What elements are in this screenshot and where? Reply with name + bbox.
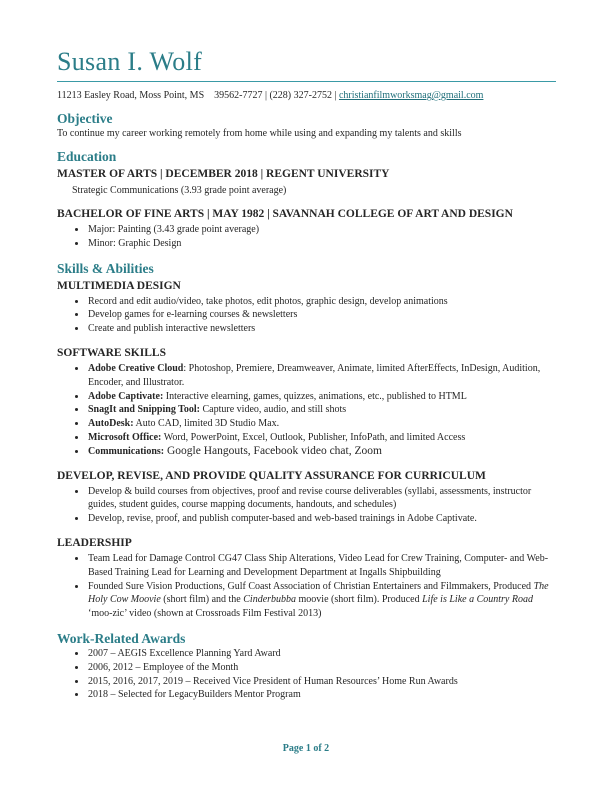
list-item: • Record and edit audio/video, take photos, edit photos, graphic design, develop animations [87, 295, 557, 309]
list-item: • Develop, revise, proof, and publish computer-based and web-based trainings in Adobe Captivate. [87, 512, 557, 526]
skill-text: Google Hangouts, Facebook video chat, Zoom [164, 444, 382, 457]
objective-text: To continue my career working remotely from home while using and expanding my talents and skills [57, 128, 462, 139]
film-title: Cinderbubba [243, 594, 297, 606]
skill-label: Adobe Creative Cloud [88, 362, 184, 374]
degree-title: MASTER OF ARTS | DECEMBER 2018 | REGENT UNIVERSITY [57, 168, 390, 180]
subsection-title: LEADERSHIP [57, 536, 132, 549]
awards-list [57, 647, 557, 702]
resume-page [57, 46, 557, 702]
list-item [87, 390, 557, 404]
subsection-title: MULTIMEDIA DESIGN [57, 279, 181, 292]
leadership-list [57, 552, 557, 621]
text-segment: moovie (short film). Produced [296, 594, 423, 606]
header-divider [57, 81, 556, 82]
curriculum-list [57, 485, 557, 526]
skill-label: Adobe Captivate: [88, 390, 164, 402]
skill-label: Communications: [88, 445, 165, 457]
skills-heading: Skills & Abilities [57, 260, 154, 276]
objective-heading: Objective [57, 111, 113, 126]
skill-label: SnagIt and Snipping Tool: [88, 404, 201, 416]
text-segment: (short film) and the [160, 594, 244, 606]
list-item: • Major: Painting (3.43 grade point average) [87, 223, 557, 237]
list-item: • Create and publish interactive newsletters [87, 322, 557, 336]
text-segment: ‘moo-zic’ video (shown at Crossroads Film Festival 2013) [88, 608, 322, 620]
degree-title: BACHELOR OF FINE ARTS | MAY 1982 | SAVANNAH COLLEGE OF ART AND DESIGN [57, 208, 513, 220]
skill-text: : Photoshop, Premiere, Dreamweaver, Animate, limited AfterEffects, InDesign, Audition, Encoder, and Illustrator. [88, 362, 541, 388]
contact-address: 11213 Easley Road, Moss Point, MS 39562-7727 | (228) 327-2752 | [57, 90, 339, 101]
list-item: • Team Lead for Damage Control CG47 Class Ship Alterations, Video Lead for Crew Training, Computer- and Web-Based Training Lead for Learning and Development Department at Ingalls Shipbuilding [87, 552, 557, 580]
page-number: Page 1 of 2 [282, 743, 330, 754]
degree-details-list [57, 223, 557, 251]
list-item: • Develop & build courses from objectives, proof and revise course deliverables (syllabi, assessments, instructor guides, student guides, course mapping documents, handouts, and schedules) [87, 485, 557, 513]
film-title: The Holy Cow Moovie [88, 580, 549, 606]
degree-detail: Strategic Communications (3.93 grade point average) [72, 185, 287, 196]
software-list [57, 362, 557, 459]
list-item [87, 362, 557, 390]
list-item [87, 431, 557, 445]
subsection-title: DEVELOP, REVISE, AND PROVIDE QUALITY ASSURANCE FOR CURRICULUM [57, 469, 486, 482]
education-heading: Education [57, 149, 117, 164]
subsection-title: SOFTWARE SKILLS [57, 346, 166, 359]
list-item: • 2006, 2012 – Employee of the Month [87, 661, 557, 675]
skill-text: Word, PowerPoint, Excel, Outlook, Publisher, InfoPath, and limited Access [161, 431, 466, 443]
list-item [87, 580, 557, 621]
list-item [87, 417, 557, 431]
text-segment: Founded Sure Vision Productions, Gulf Coast Association of Christian Entertainers and Filmmakers, Produced [88, 580, 534, 592]
list-item: • 2018 – Selected for LegacyBuilders Mentor Program [87, 688, 557, 702]
skill-text: Capture video, audio, and still shots [200, 404, 347, 416]
resume-name: Susan I. Wolf [57, 47, 203, 76]
skill-label: Microsoft Office: [88, 431, 162, 443]
skill-text: Interactive elearning, games, quizzes, animations, etc., published to HTML [163, 390, 467, 402]
contact-line [57, 89, 557, 103]
list-item: • Minor: Graphic Design [87, 237, 557, 251]
multimedia-list [57, 295, 557, 336]
list-item: • Develop games for e-learning courses & newsletters [87, 308, 557, 322]
skill-label: AutoDesk: [88, 418, 134, 430]
film-title: Life is Like a Country Road [422, 594, 533, 606]
list-item: • 2007 – AEGIS Excellence Planning Yard Award [87, 647, 557, 661]
skill-text: Auto CAD, limited 3D Studio Max. [133, 418, 280, 430]
list-item [87, 403, 557, 417]
list-item [87, 445, 557, 459]
email-link[interactable]: christianfilmworksmag@gmail.com [338, 90, 484, 101]
awards-heading: Work-Related Awards [57, 630, 186, 646]
list-item: • 2015, 2016, 2017, 2019 – Received Vice President of Human Resources’ Home Run Awards [87, 675, 557, 689]
